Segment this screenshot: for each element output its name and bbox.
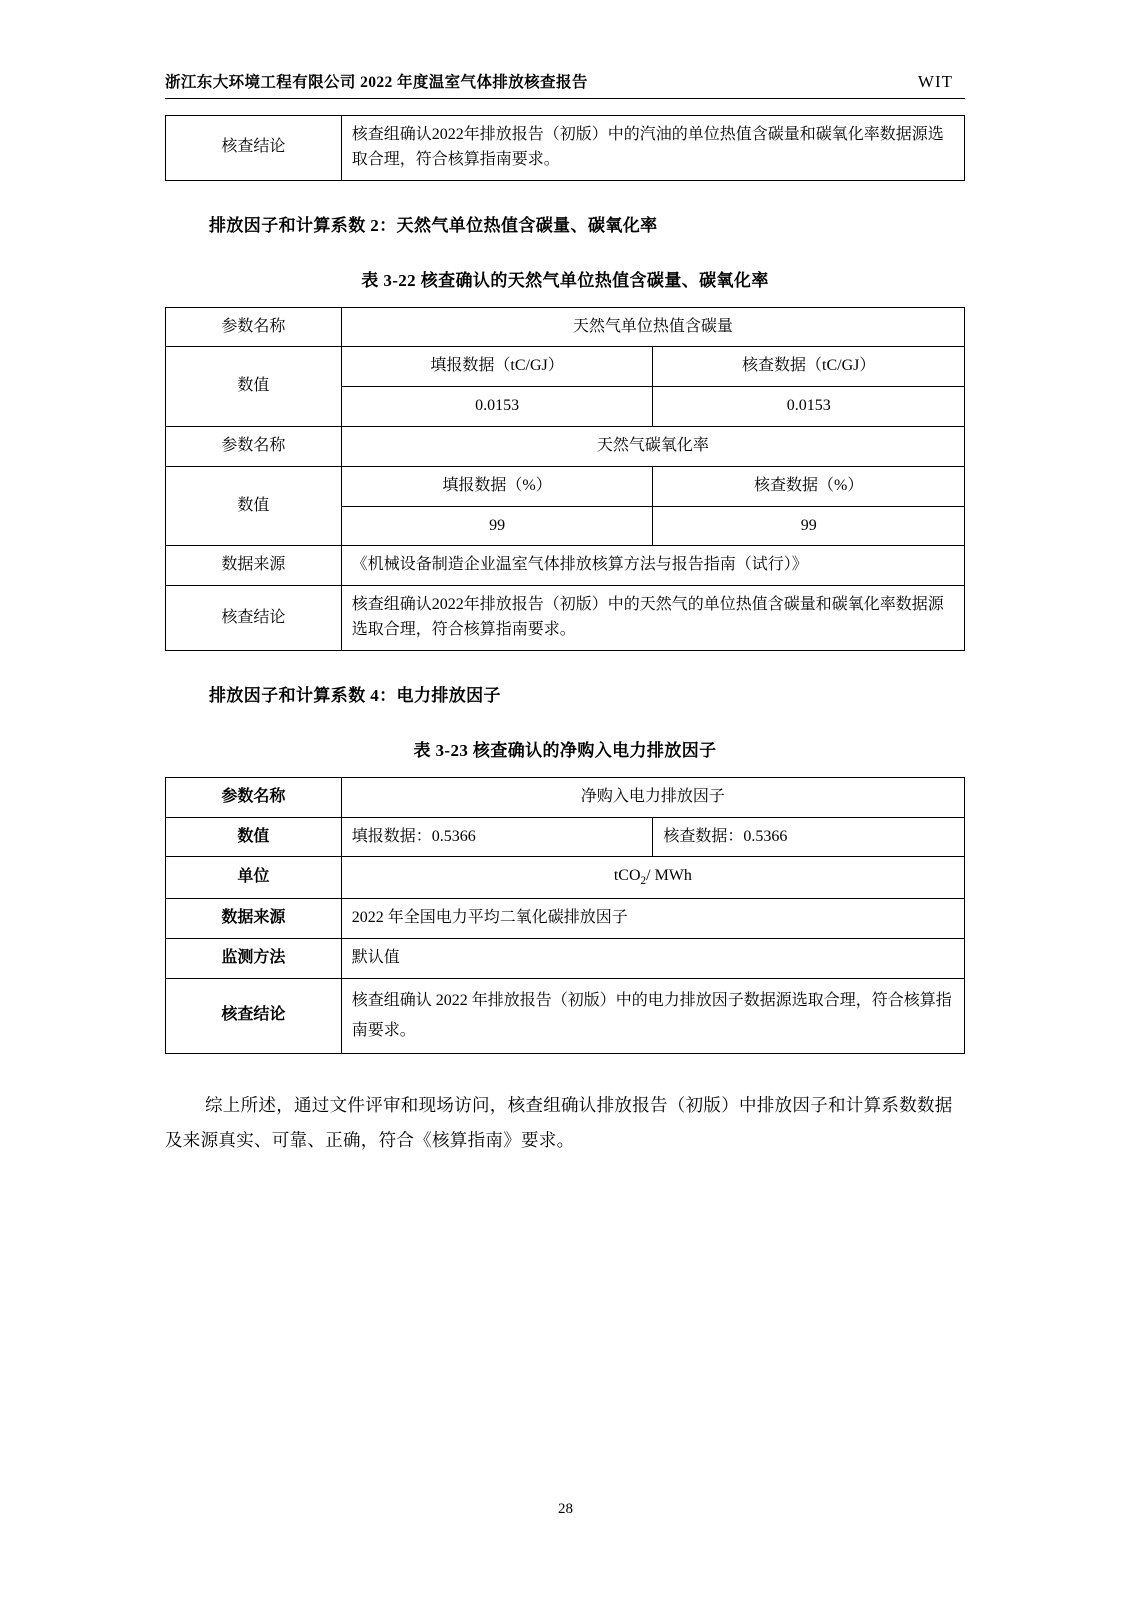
unit-subscript: 2 [640,875,647,888]
verified-value-1: 0.0153 [653,387,965,427]
table-row [166,938,965,978]
param-name-value-2: 天然气碳氧化率 [341,426,964,466]
page-number: 28 [558,1501,573,1517]
data-source-label: 数据来源 [166,898,342,938]
monitor-method-value: 默认值 [341,938,964,978]
verified-value: 核查数据：0.5366 [653,817,965,857]
table-row [166,857,965,899]
header-title: 浙江东大环境工程有限公司 2022 年度温室气体排放核查报告 [165,74,588,91]
table-3-22-natural-gas [165,307,965,651]
conclusion-text: 核查组确认2022年排放报告（初版）中的汽油的单位热值含碳量和碳氧化率数据源选取合理，符合核算指南要求。 [341,116,964,181]
table-row [166,546,965,586]
table-row [166,978,965,1054]
conclusion-value: 核查组确认 2022 年排放报告（初版）中的电力排放因子数据源选取合理，符合核算指南要求。 [341,978,964,1054]
reported-value: 填报数据：0.5366 [341,817,653,857]
verified-value-2: 99 [653,506,965,546]
param-name-label-1: 参数名称 [166,307,342,347]
table-row [166,817,965,857]
page-header [165,70,965,99]
table-row [166,898,965,938]
section-heading-factor-4: 排放因子和计算系数 4：电力排放因子 [209,685,501,705]
reported-header-1: 填报数据（tC/GJ） [341,347,653,387]
conclusion-label-2: 核查结论 [166,586,342,651]
param-name-label-2: 参数名称 [166,426,342,466]
table-row [166,347,965,387]
conclusion-value-2: 核查组确认2022年排放报告（初版）中的天然气的单位热值含碳量和碳氧化率数据源选取合理，符合核算指南要求。 [341,586,964,651]
value-label: 数值 [166,817,342,857]
unit-label: 单位 [166,857,342,899]
param-name-value-1: 天然气单位热值含碳量 [341,307,964,347]
table-row [166,116,965,181]
table-row [166,466,965,506]
unit-suffix: / MWh [646,867,692,885]
reported-value-1: 0.0153 [341,387,653,427]
table-row [166,586,965,651]
header-logo-text: WIT [917,72,953,91]
verified-header-1: 核查数据（tC/GJ） [653,347,965,387]
table-conclusion-continued [165,115,965,181]
conclusion-label: 核查结论 [166,978,342,1054]
value-label-1: 数值 [166,347,342,427]
table-caption-3-23: 表 3-23 核查确认的净购入电力排放因子 [413,740,717,760]
data-source-label: 数据来源 [166,546,342,586]
verified-header-2: 核查数据（%） [653,466,965,506]
table-row [166,426,965,466]
page-content [165,70,965,1158]
unit-value [341,857,964,899]
reported-header-2: 填报数据（%） [341,466,653,506]
section-heading-factor-2: 排放因子和计算系数 2：天然气单位热值含碳量、碳氧化率 [209,215,658,235]
table-3-23-electricity [165,777,965,1055]
monitor-method-label: 监测方法 [166,938,342,978]
table-row [166,307,965,347]
table-row [166,777,965,817]
param-name-value: 净购入电力排放因子 [341,777,964,817]
summary-paragraph: 综上所述，通过文件评审和现场访问，核查组确认排放报告（初版）中排放因子和计算系数数据及来源真实、可靠、正确，符合《核算指南》要求。 [165,1095,953,1151]
conclusion-label: 核查结论 [166,116,342,181]
unit-prefix: tCO [613,867,641,885]
value-label-2: 数值 [166,466,342,546]
data-source-value: 《机械设备制造企业温室气体排放核算方法与报告指南（试行）》 [341,546,964,586]
table-caption-3-22: 表 3-22 核查确认的天然气单位热值含碳量、碳氧化率 [361,270,769,290]
data-source-value: 2022 年全国电力平均二氧化碳排放因子 [341,898,964,938]
param-name-label: 参数名称 [166,777,342,817]
reported-value-2: 99 [341,506,653,546]
